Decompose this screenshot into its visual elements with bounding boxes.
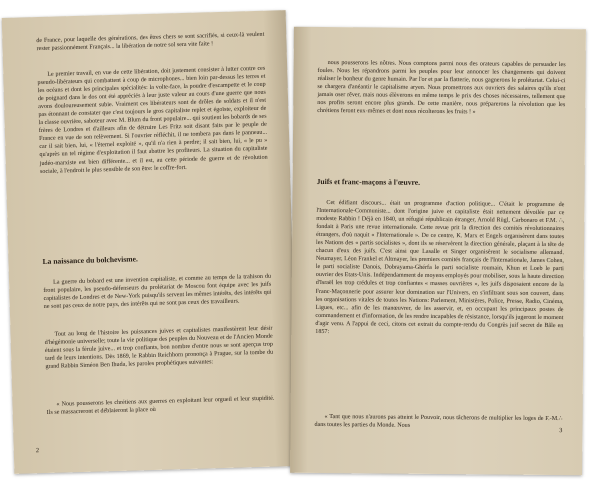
left-page-number: 2 bbox=[35, 447, 40, 455]
left-page bbox=[2, 10, 299, 474]
right-page-section bbox=[317, 177, 565, 189]
right-page-opening-text bbox=[317, 59, 565, 117]
right-paragraph-3: « Tant que nous n'aurons pas atteint le Pouvoir, nous tâcherons de multiplier les loges de F.-M.∴ dans toutes les parties du Monde. Nous bbox=[314, 414, 563, 429]
left-page-section-body-2 bbox=[44, 325, 273, 372]
left-paragraph-4: Tout au long de l'histoire les puissances juives et capitalistes manifestèrent leur désir d'hégémonie universelle; toute la vie politique des peuples du Nouveau et de l'Ancien Monde étaient sous la férule juive... et trop confiants, bon nombre d'entre nous se sont aperçus trop tard de leurs intentions. Dès 1869, le Rabbin Reichhorn prononça à Prague, sur la tombe du grand Rabbin Siméon Ben Ihuda, les paroles prophétiques suivantes: bbox=[44, 325, 274, 371]
right-page bbox=[290, 27, 586, 476]
left-page-section-body bbox=[43, 273, 272, 312]
left-page-quote bbox=[46, 395, 274, 417]
left-page-opening-text bbox=[36, 31, 264, 53]
right-page-quote bbox=[314, 413, 562, 431]
left-paragraph-3: La guerre du bobard est une invention capitaliste, et comme au temps de la trahison du front populaire, les pseudo-défenseurs du prolétariat de Moscou font équipe avec les juifs capitalistes de Londres et de New-York puisqu'ils servent les mêmes intérêts, des intérêts qui ne sont pas ceux de notre pays, des intérêts qui ne sont pas ceux des travailleurs. bbox=[43, 273, 272, 311]
right-page-section-body bbox=[315, 199, 564, 338]
right-section-heading: Juifs et franc-maçons à l'œuvre. bbox=[316, 176, 421, 187]
right-page-number: 3 bbox=[559, 427, 563, 435]
left-section-heading: La naissance du bolchevisme. bbox=[42, 254, 138, 267]
left-paragraph-1: de France, pour laquelle des générations, des êtres chers se sont sacrifiés, si ceux-là veulent rester passionnément Français... la libération de notre sol sera vite faite ! bbox=[36, 31, 265, 53]
right-paragraph-2: Cet édifiant discours... était un programme d'action politique... C'était le programme de l'Internationale-Communiste... dont l'origine juive et capitaliste était nettement dévoilée par ce modeste Rabbin ! Déjà en 1840, un réfugié républicain étranger, Arnold Rügl, Carbonaro et F.M. ∴, fondait à Paris une revue internationale. Cette revue prit la direction des comités révolutionnaires étrangers, d'où naquit « l'Internationale ». De ce centre, K. Marx et Engels organisèrent dans toutes les Nations des « partis socialistes », dont ils se réservèrent la direction générale, plaçant à la tête de chacun d'eux des juifs. C'est ainsi que Lasalle et Singer organisèrent le socialisme allemand. Neumayer, Léon Frankel et Altmayer, les premiers comités français de l'Internationale, James Cohen, le parti socialiste Danois, Dobrayama-Ghérfa le parti socialiste roumain, Khun et Loeb le parti ouvrier des Etats-Unis. Indépendamment de moyens employés pour mobiliser, sous la haute direction d'Israël les trop crédules et trop confiantes « masses ouvrières », les juifs disposaient encore de la Franc-Maçonnerie pour assurer leur domination sur l'Univers, en s'infiltrant sous son couvert, dans les organisations vitales de toutes les Nations: Parlement, Ministères, Police, Presse, Radio, Cinéma, Ligues, etc... afin de les manœuvrer, de les asservir, et, en occupant les principaux postes de commandement et d'information, de les rendre incapables de résistance, lorsqu'ils jugeront le moment d'agir venu. A l'appui de ceci, citons cet extrait du compte-rendu du Congrès juif secret de Bâle en 1857: bbox=[315, 200, 565, 335]
left-page-body-text bbox=[37, 65, 268, 176]
left-paragraph-5: « Nous pousserons les chrétiens aux guerres en exploitant leur orgueil et leur stupidité. Ils se massacreront et déblaieront la place où bbox=[46, 395, 275, 416]
left-paragraph-2: Le premier travail, en vue de cette libération, doit justement consister à lutter contre ces pseudo-libérateurs qui combattent à coup de microphones... bien loin par-dessus les terres et les océans et dont les principales spécialités: la volte-face, la poudre d'escampette et le coup de poignard dans le dos ont été appréciés à leur juste valeur au cours d'une guerre que nous avons douloureusement subie. Vraiment ces libérateurs sont de drôles de soldats et il n'est pas étonnant de constater que c'est toujours le gros capitaliste replet et égoïste, exploiteur de la classe ouvrière, saboteur avec M. Blum du front populaire... qui soutient les bobards de ses frères de Londres et d'ailleurs afin de détruire Les Fritz soit disant faits par le peuple de France en vue de son relèvement. Si l'ouvrier réfléchit, il ne tombera pas dans le panneau... car il sait bien, lui, « l'éternel exploité », qu'il n'a rien à perdre; il sait bien, lui, « le pu » qu'après un tel régime d'exploitation il faut abattre les profiteurs. La situation du capitaliste judéo-marxiste est bien différente... et il est, au cette période de guerre et de révolution sociale, à l'endroit le plus sensible de son être: le coffre-fort. bbox=[37, 65, 268, 175]
left-page-section bbox=[42, 251, 270, 267]
right-paragraph-1: nous pousserons les nôtres. Nous comptons parmi nous des orateurs capables de persuader les foules. Nous les répandrons parmi les peuples pour leur annoncer les changements qui doivent réaliser le bonheur du genre humain. Par l'or et par la flatterie, nous gagnerons le prolétariat. Celui-ci se chargera d'anéantir le capitalisme aryen. Nous promettrons aux ouvriers des salaires qu'ils n'ont jamais oser rêver, mais nous élèverons en même temps le prix des choses nécessaires, tellement que nos profits seront encore plus grands. De cette manière, nous préparerons la révolution que les chrétiens feront eux-mêmes et dont nous récolterons les fruits ! » bbox=[317, 60, 566, 116]
